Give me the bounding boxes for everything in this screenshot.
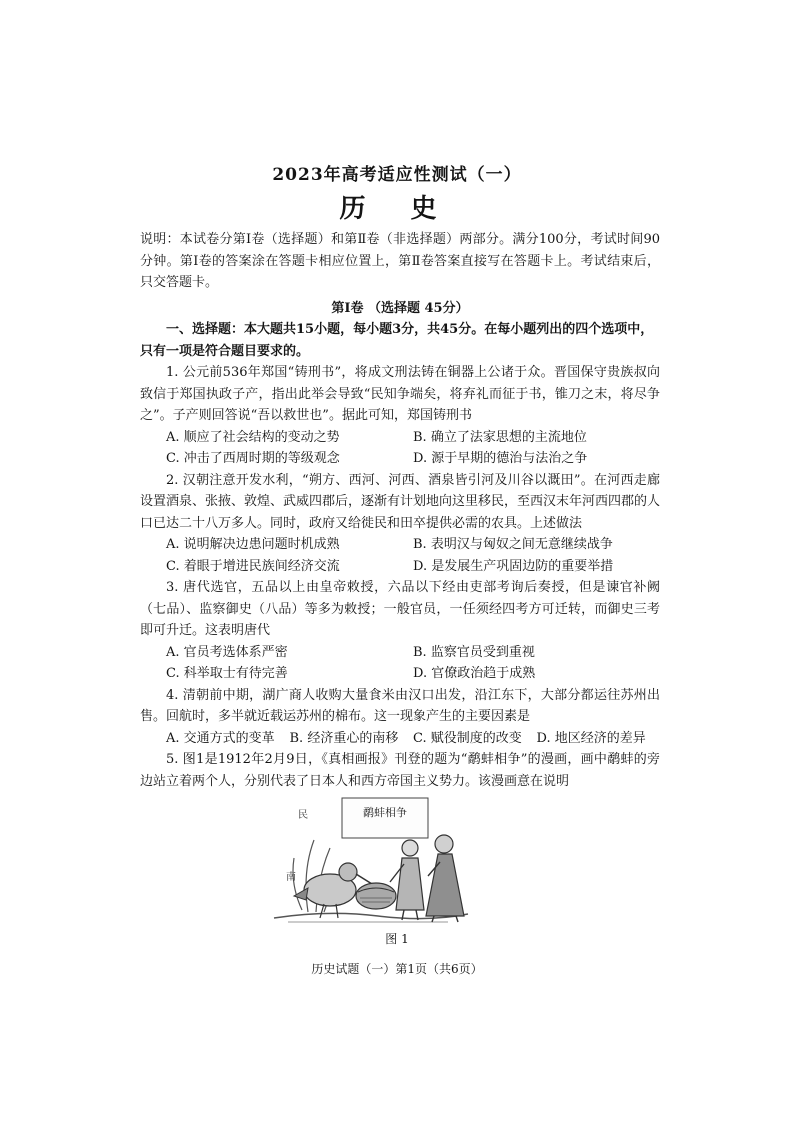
question-stem: 5. 图1是1912年2月9日，《真相画报》刊登的题为“鹬蚌相争”的漫画，画中鹬蚌的旁边站立着两个人，分别代表了日本人和西方帝国主义势力。该漫画意在说明 [140, 752, 660, 789]
question-options [140, 728, 660, 750]
part-heading: 一、选择题：本大题共15小题，每小题3分，共45分。在每小题列出的四个选项中，只有一项是符合题目要求的。 [140, 322, 654, 359]
option-c: C. 科举取士有待完善 [166, 666, 288, 681]
question-2 [140, 470, 660, 578]
option-d: D. 源于早期的德治与法治之争 [413, 451, 588, 466]
option-a: A. 官员考选体系严密 [166, 644, 288, 660]
option-a: A. 交通方式的变革 [166, 730, 275, 746]
exam-instructions: 说明：本试卷分第Ⅰ卷（选择题）和第Ⅱ卷（非选择题）两部分。满分100分，考试时间90分钟。第Ⅰ卷的答案涂在答题卡相应位置上，第Ⅱ卷答案直接写在答题卡上。考试结束后，只交答题卡。 [140, 232, 660, 290]
option-c: C. 冲击了西周时期的等级观念 [166, 451, 340, 466]
cartoon-label-bird: 南 [286, 872, 296, 883]
option-b: B. 经济重心的南移 [289, 730, 399, 746]
question-stem: 4. 清朝前中期，湖广商人收购大量食米由汉口出发，沿江东下，大部分都运往苏州出售。回航时，多半就近载运苏州的棉布。这一现象产生的主要因素是 [140, 687, 660, 724]
figure-caption: 图 1 [385, 932, 409, 946]
exam-subject: 历 史 [339, 194, 455, 224]
section-heading: 第Ⅰ卷 （选择题 45分） [331, 300, 469, 316]
question-4 [140, 685, 660, 750]
cartoon-figure [268, 792, 474, 926]
cartoon-label-left: 民 [298, 810, 308, 821]
question-5 [140, 749, 660, 792]
option-b: B. 监察官员受到重视 [413, 644, 535, 660]
page-footer: 历史试题（一）第1页（共6页） [311, 962, 483, 976]
exam-title: 2023年高考适应性测试（一） [272, 165, 522, 185]
option-c: C. 赋役制度的改变 [413, 730, 522, 746]
question-options [140, 427, 660, 470]
question-options [140, 534, 660, 577]
option-d: D. 是发展生产巩固边防的重要举措 [413, 558, 614, 574]
exam-content [140, 229, 660, 792]
question-3 [140, 577, 660, 685]
cartoon-illustration [268, 792, 474, 926]
option-b: B. 表明汉与匈奴之间无意继续战争 [413, 537, 613, 552]
question-options [140, 642, 660, 685]
option-d: D. 地区经济的差异 [536, 730, 646, 746]
option-a: A. 说明解决边患问题时机成熟 [166, 537, 340, 552]
option-c: C. 着眼于增进民族间经济交流 [166, 558, 340, 574]
option-b: B. 确立了法家思想的主流地位 [413, 429, 587, 445]
option-a: A. 顺应了社会结构的变动之势 [166, 429, 340, 445]
question-stem: 1. 公元前536年郑国“铸刑书”，将成文刑法铸在铜器上公诸于众。晋国保守贵族叔向致信于郑国执政子产，指出此举会导致“民知争端矣，将弃礼而征于书，锥刀之末，将尽争之”。子产则回答说“吾以救世也”。据此可知，郑国铸刑书 [140, 365, 660, 423]
cartoon-inscription: 鹬蚌相争 [363, 806, 407, 819]
question-stem: 2. 汉朝注意开发水利，“朔方、西河、河西、酒泉皆引河及川谷以溉田”。在河西走廊设置酒泉、张掖、敦煌、武威四郡后，逐渐有计划地向这里移民，至西汉末年河西四郡的人口已达二十八万多人。同时，政府又给徙民和田卒提供必需的农具。上述做法 [140, 472, 661, 531]
question-1 [140, 362, 660, 470]
option-d: D. 官僚政治趋于成熟 [413, 666, 536, 681]
question-stem: 3. 唐代选官，五品以上由皇帝敕授，六品以下经由吏部考询后奏授，但是谏官补阙（七品）、监察御史（八品）等多为敕授；一般官员，一任须经四考方可迁转，而御史三考即可升迁。这表明唐代 [140, 580, 660, 638]
